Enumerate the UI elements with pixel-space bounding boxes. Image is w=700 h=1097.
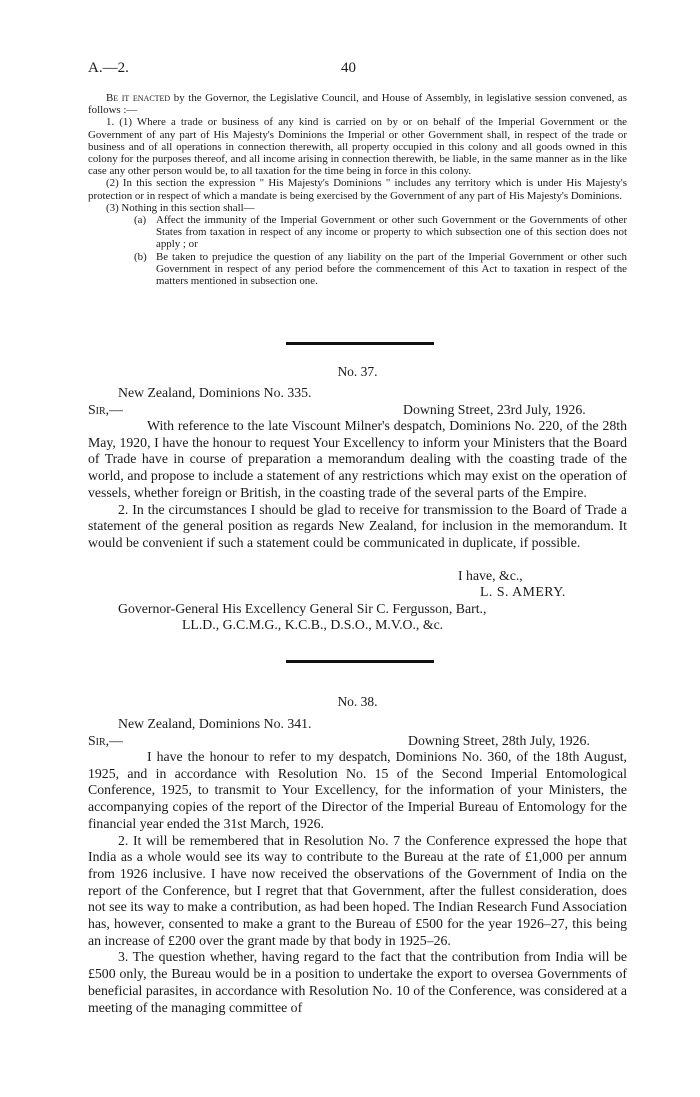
despatch-37-para-2: 2. In the circumstances I should be glad to receive for transmission to the Board of Trade a statement of the general position as regards New Zealand, for inclusion in the memorandum. It would be convenient if such a statement could be communicated in duplicate, if possible.: [88, 501, 627, 550]
despatch-37-title: No. 37.: [337, 364, 378, 379]
subclause-a-label: (a): [134, 214, 147, 227]
clause-1: 1. (1) Where a trade or business of any kind is carried on by or on behalf of the Imperial Government or the Government of any part of His Majesty's Dominions the Imperial or other Government shall, in respect of the trade or business and of all operations in connection therewith, all property occupied in this colony and all goods owned in this colony for the purposes thereof, and all income arising in connection therewith, be liable, in the same manner as in the like case any other person would be, to all taxation for the time being in force in this colony.: [88, 116, 627, 178]
despatch-38-title: No. 38.: [337, 694, 378, 709]
subclause-a-text: Affect the immunity of the Imperial Government or other such Government or the Governments of other States from taxation in respect of any income or property to which subsection one of this section does not apply ; or: [156, 214, 627, 251]
despatch-38-salutation: Sir,—: [88, 733, 123, 748]
despatch-38-date: Downing Street, 28th July, 1926.: [408, 733, 590, 748]
despatch-37-para-1: With reference to the late Viscount Milner's despatch, Dominions No. 220, of the 28th May, 1920, I have the honour to request Your Excellency to inform your Ministers that the Board of Trade have in course of preparation a memorandum dealing with the coasting trade of the world, and propose to include a statement of any restrictions which may exist on the operation of vessels, whether foreign or British, in the coasting trade of the several parts of the Empire.: [88, 418, 627, 500]
enactment-text: [88, 92, 627, 287]
despatch-38-reference: New Zealand, Dominions No. 341.: [118, 716, 312, 731]
despatch-37-salutation: Sir,—: [88, 402, 123, 417]
enactment-lead: Be it enacted: [106, 92, 171, 104]
clause-3: (3) Nothing in this section shall—: [106, 201, 255, 214]
despatch-37-signature: L. S. AMERY.: [480, 584, 566, 599]
despatch-37-date: Downing Street, 23rd July, 1926.: [403, 402, 586, 417]
section-divider: [286, 342, 434, 345]
despatch-38-body: [88, 749, 627, 1016]
section-divider: [286, 660, 434, 663]
despatch-37-closing: I have, &c.,: [458, 568, 523, 583]
despatch-37-body: [88, 418, 627, 552]
despatch-38-para-1: I have the honour to refer to my despatch, Dominions No. 360, of the 18th August, 1925, and in accordance with Resolution No. 15 of the Second Imperial Entomological Conference, 1925, to transmit to Your Excellency, for the information of your Ministers, the accompanying copies of the report of the Director of the Imperial Bureau of Entomology for the financial year ended the 31st March, 1926.: [88, 749, 627, 831]
despatch-37-reference: New Zealand, Dominions No. 335.: [118, 385, 312, 400]
clause-2: (2) In this section the expression " His Majesty's Dominions " includes any territory which is under His Majesty's protection or in respect of which a mandate is being exercised by the Government of any part of His Majesty's Dominions.: [88, 177, 627, 202]
subclause-b: [88, 251, 627, 288]
subclause-a: [88, 214, 627, 251]
despatch-37-addressee: Governor-General His Excellency General Sir C. Fergusson, Bart.,: [118, 601, 487, 616]
despatch-37-honours: LL.D., G.C.M.G., K.C.B., D.S.O., M.V.O., &c.: [182, 617, 444, 632]
despatch-38-para-3: 3. The question whether, having regard to the fact that the contribution from India will be £500 only, the Bureau would be in a position to undertake the export to oversea Governments of beneficial parasites, in accordance with Resolution No. 10 of the Conference, was considered at a meeting of the managing committee of: [88, 949, 627, 1015]
page-number: 40: [341, 60, 356, 76]
despatch-38-para-2: 2. It will be remembered that in Resolution No. 7 the Conference expressed the hope that India as a whole would see its way to contribute to the Bureau at the rate of £1,000 per annum from 1926 inclusive. I have now received the observations of the Government of India on the report of the Conference, but I regret that that Government, after the fullest consideration, does not see its way to make a contribution, as had been hoped. The Indian Research Fund Association has, however, consented to make a grant to the Bureau of £500 for the year 1926–27, this being an increase of £200 over the grant made by that body in 1925–26.: [88, 832, 627, 948]
enactment-intro: by the Governor, the Legislative Council, and House of Assembly, in legislative session convened, as follows :—: [88, 92, 627, 117]
page-reference: A.—2.: [88, 60, 129, 76]
subclause-b-label: (b): [134, 250, 147, 263]
subclause-b-text: Be taken to prejudice the question of any liability on the part of the Imperial Government or other such Government in respect of any period before the commencement of this Act to taxation in respect of the matters mentioned in subsection one.: [156, 250, 627, 288]
